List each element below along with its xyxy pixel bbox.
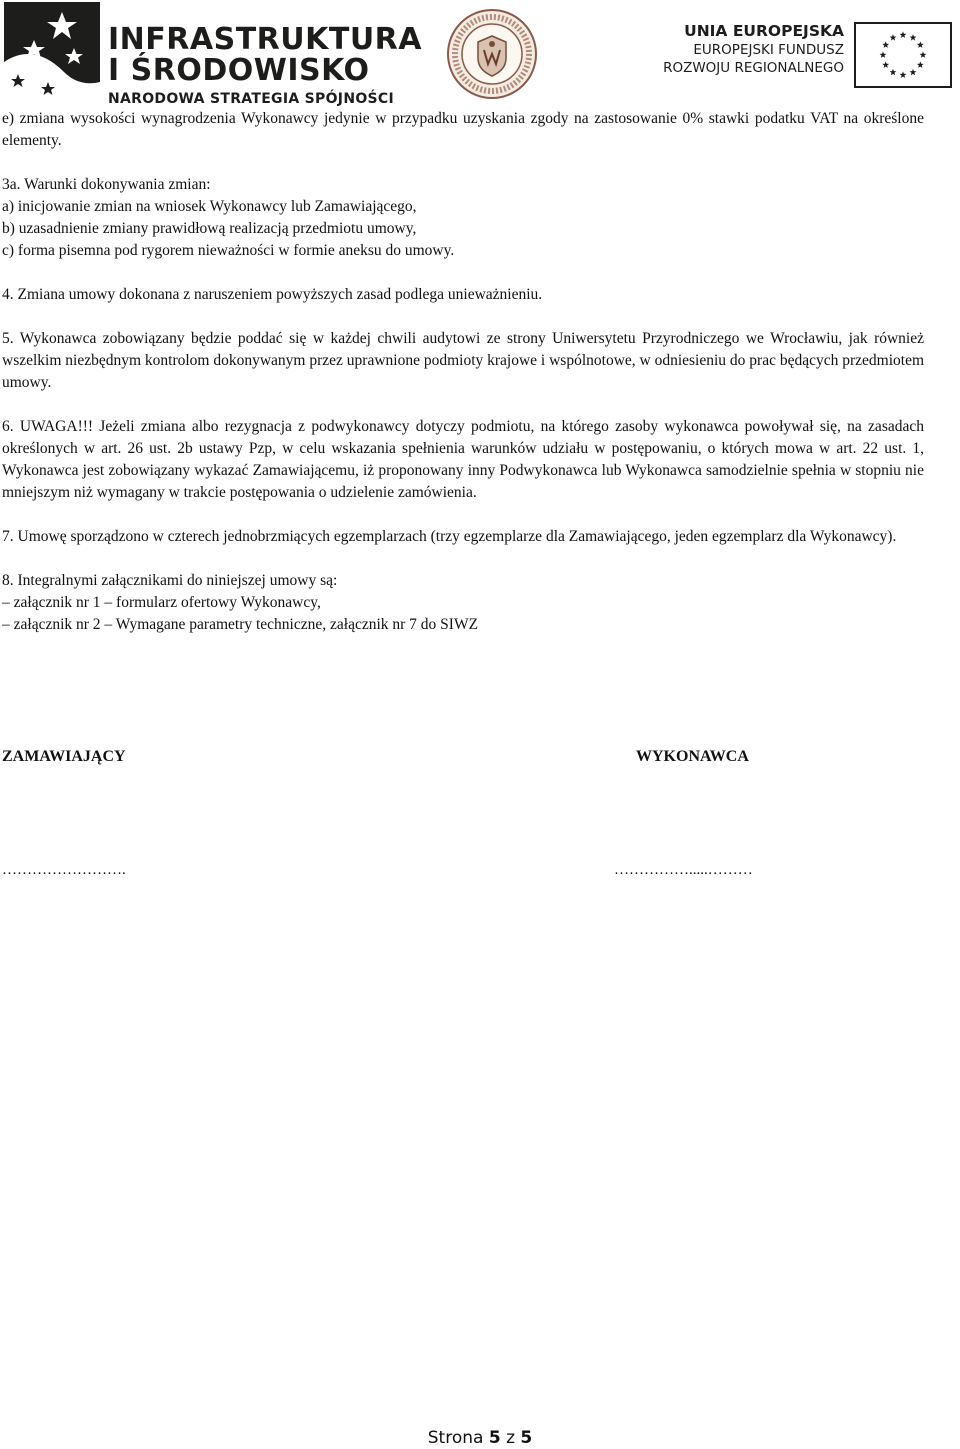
contract-text: [2, 108, 924, 658]
page-number: [0, 1428, 960, 1448]
paragraph-3a-item-a: a) inicjowanie zmian na wniosek Wykonawcy lub Zamawiającego,: [2, 198, 417, 215]
program-logo-text: [108, 24, 422, 108]
page-number-current: 5: [488, 1428, 501, 1448]
contractor-signature-line: …………….....………: [614, 862, 753, 878]
eu-flag-icon: [854, 22, 952, 88]
ordering-party-label: ZAMAWIAJĄCY: [2, 748, 126, 765]
eu-fund-logo: [640, 22, 956, 90]
program-logo-line1: INFRASTRUKTURA: [108, 22, 423, 57]
eu-logo-line3: ROZWOJU REGIONALNEGO: [663, 60, 844, 76]
page-header: [0, 0, 960, 105]
attachment-item-2: – załącznik nr 2 – Wymagane parametry techniczne, załącznik nr 7 do SIWZ: [2, 616, 479, 633]
paragraph-e: e) zmiana wysokości wynagrodzenia Wykonawcy jedynie w przypadku uzyskania zgody na zastosowanie 0% stawki podatku VAT na określone elementy.: [2, 110, 924, 149]
paragraph-7: 7. Umowę sporządzono w czterech jednobrzmiących egzemplarzach (trzy egzemplarze dla Zamawiającego, jeden egzemplarz dla Wykonawcy).: [2, 528, 897, 545]
university-seal-icon: [446, 8, 538, 100]
paragraph-3a: [2, 174, 924, 262]
program-logo-mark-icon: [4, 2, 100, 102]
paragraph-8: [2, 570, 924, 636]
contractor-label: WYKONAWCA: [636, 748, 749, 765]
signature-lines: [2, 862, 924, 884]
paragraph-5: 5. Wykonawca zobowiązany będzie poddać się w każdej chwili audytowi ze strony Uniwersytetu Przyrodniczego we Wrocławiu, jak również wszelkim niezbędnym kontrolom dokonywanym przez uprawnione podmioty krajowe i wspólnotowe, w odniesieniu do prac będących przedmiotem umowy.: [2, 330, 925, 391]
paragraph-8-title: 8. Integralnymi załącznikami do niniejszej umowy są:: [2, 572, 338, 589]
ordering-party-signature-line: …………………….: [2, 862, 126, 878]
program-logo-line3: NARODOWA STRATEGIA SPÓJNOŚCI: [108, 91, 395, 107]
paragraph-3a-title: 3a. Warunki dokonywania zmian:: [2, 176, 211, 193]
paragraph-6: 6. UWAGA!!! Jeżeli zmiana albo rezygnacja z podwykonawcy dotyczy podmiotu, na którego zasoby wykonawca powoływał się, na zasadach określonych w art. 26 ust. 2b ustawy Pzp, w celu wskazania spełnienia warunków udziału w postępowaniu, o których mowa w art. 22 ust. 1, Wykonawca jest zobowiązany wykazać Zamawiającemu, iż proponowany inny Podwykonawca lub Wykonawca samodzielnie spełnia w stopniu nie mniejszym niż wymagany w trakcie postępowania o udzielenie zamówienia.: [2, 418, 924, 501]
eu-logo-line1: UNIA EUROPEJSKA: [684, 22, 844, 40]
paragraph-4: 4. Zmiana umowy dokonana z naruszeniem powyższych zasad podlega unieważnieniu.: [2, 286, 543, 303]
eu-logo-text: [663, 22, 844, 77]
page-number-prefix: Strona: [427, 1428, 489, 1448]
page-number-separator: z: [500, 1428, 521, 1448]
eu-logo-line2: EUROPEJSKI FUNDUSZ: [693, 42, 844, 58]
paragraph-3a-item-c: c) forma pisemna pod rygorem nieważności w formie aneksu do umowy.: [2, 242, 455, 259]
attachment-item-1: – załącznik nr 1 – formularz ofertowy Wykonawcy,: [2, 594, 321, 611]
infrastruktura-srodowisko-logo: [4, 2, 423, 107]
program-logo-line2: I ŚRODOWISKO: [108, 53, 370, 88]
signature-labels: [2, 748, 924, 772]
paragraph-3a-item-b: b) uzasadnienie zmiany prawidłową realizacją przedmiotu umowy,: [2, 220, 417, 237]
page-number-total: 5: [520, 1428, 533, 1448]
